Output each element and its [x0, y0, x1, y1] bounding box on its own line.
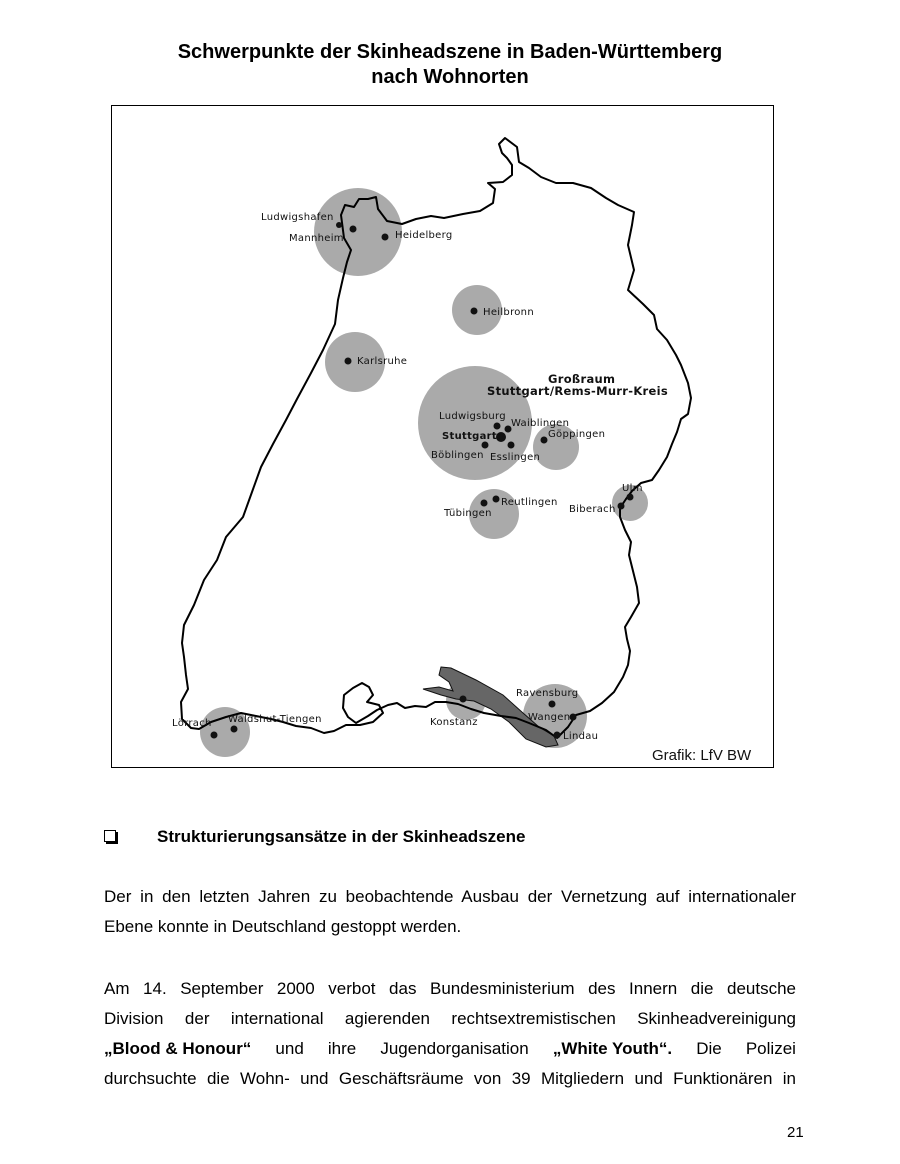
- paragraph-2-line-3: [104, 1034, 796, 1064]
- dot-stuttgart: [496, 432, 506, 442]
- label-biberach: Biberach: [569, 504, 616, 515]
- dot-boeblingen: [482, 442, 489, 449]
- dot-ludwigsburg: [494, 423, 501, 430]
- word-die: Die: [696, 1039, 722, 1058]
- label-mannheim: Mannheim: [289, 233, 344, 244]
- paragraph-1: [104, 882, 796, 942]
- dot-karlsruhe: [345, 358, 352, 365]
- label-loerrach: Lörrach: [172, 718, 212, 729]
- title-line-1: Schwerpunkte der Skinheadszene in Baden-Württemberg: [177, 41, 723, 63]
- dot-ludwigshafen: [336, 222, 342, 228]
- label-ravensburg: Ravensburg: [516, 688, 579, 699]
- dot-tuebingen: [481, 500, 488, 507]
- label-konstanz: Konstanz: [430, 717, 478, 728]
- label-esslingen: Esslingen: [490, 452, 541, 463]
- dot-wangen: [570, 714, 577, 721]
- dot-goeppingen: [541, 437, 548, 444]
- dot-mannheim: [350, 226, 357, 233]
- paragraph-2-line-2: Division der international agierenden rechtsextremistischen Skinheadvereinigung: [104, 1009, 796, 1028]
- label-stuttgart: Stuttgart: [442, 431, 497, 442]
- label-region-line1: Großraum: [548, 372, 616, 386]
- dot-waldshut: [231, 726, 238, 733]
- word-und: und: [275, 1039, 304, 1058]
- label-region-line2: Stuttgart/Rems-Murr-Kreis: [487, 384, 668, 398]
- page-title: [0, 40, 900, 90]
- label-goeppingen: Göppingen: [548, 429, 606, 440]
- label-heilbronn: Heilbronn: [483, 307, 534, 318]
- paragraph-1-line-1: Der in den letzten Jahren zu beobachtende Ausbau der Vernetzung auf internationaler: [104, 887, 796, 906]
- section-title: Strukturierungsansätze in der Skinheadszene: [157, 827, 526, 846]
- map-svg: [111, 105, 774, 768]
- label-heidelberg: Heidelberg: [395, 230, 453, 241]
- map-figure: [111, 105, 774, 768]
- word-polizei: Polizei: [745, 1039, 796, 1058]
- dot-heilbronn: [471, 308, 478, 315]
- label-waiblingen: Waiblingen: [511, 418, 570, 429]
- label-ludwigshafen: Ludwigshafen: [261, 212, 334, 223]
- paragraph-2-line-4: durchsuchte die Wohn- und Geschäftsräume von 39 Mitgliedern und Funktionären in: [104, 1069, 796, 1088]
- label-ulm: Ulm: [622, 483, 643, 494]
- dot-reutlingen: [493, 496, 500, 503]
- label-ludwigsburg: Ludwigsburg: [439, 411, 506, 422]
- word-jugendorganisation: Jugendorganisation: [380, 1039, 529, 1058]
- dot-heidelberg: [382, 234, 389, 241]
- dot-ulm: [627, 494, 634, 501]
- dot-loerrach: [211, 732, 218, 739]
- dot-esslingen: [508, 442, 515, 449]
- paragraph-1-line-2: Ebene konnte in Deutschland gestoppt werden.: [104, 917, 462, 936]
- map-credit: Grafik: LfV BW: [652, 747, 752, 764]
- paragraph-2-line-1: Am 14. September 2000 verbot das Bundesministerium des Innern die deutsche: [104, 979, 796, 998]
- page-number: 21: [787, 1124, 804, 1141]
- label-wangen: Wangen: [528, 712, 571, 723]
- label-reutlingen: Reutlingen: [501, 497, 558, 508]
- checkbox-icon: [104, 830, 116, 842]
- dot-konstanz: [460, 696, 467, 703]
- organization-blood-honour: „Blood & Honour“: [104, 1039, 252, 1058]
- label-boeblingen: Böblingen: [431, 450, 484, 461]
- label-waldshut: Waldshut-Tiengen: [228, 714, 322, 725]
- label-lindau: Lindau: [563, 731, 599, 742]
- label-tuebingen: Tübingen: [444, 508, 492, 519]
- title-line-2: nach Wohnorten: [371, 66, 529, 88]
- label-karlsruhe: Karlsruhe: [357, 356, 408, 367]
- section-heading: [104, 826, 804, 848]
- dot-lindau: [554, 732, 561, 739]
- word-ihre: ihre: [327, 1039, 357, 1058]
- paragraph-2: [104, 974, 796, 1094]
- dot-ravensburg: [549, 701, 556, 708]
- organization-white-youth: „White Youth“.: [552, 1039, 673, 1058]
- dot-biberach: [618, 503, 625, 510]
